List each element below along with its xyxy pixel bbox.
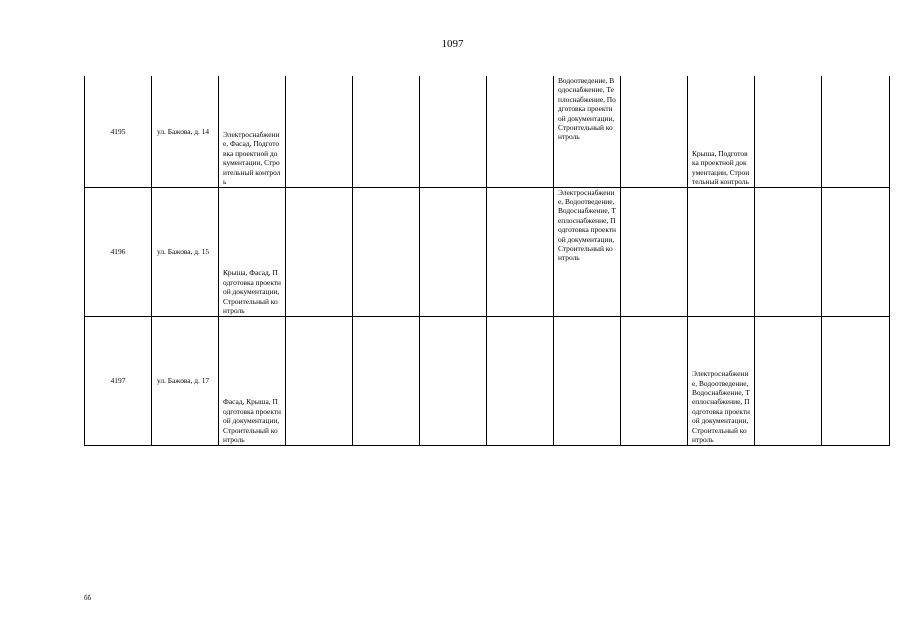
work-types-cell: Крыша, Подготовка проектной документации, Строительный контроль — [688, 76, 755, 187]
address-cell: ул. Бажова, д. 17 — [152, 316, 219, 445]
empty-cell — [822, 76, 890, 187]
empty-cell — [353, 316, 420, 445]
footer-mark: бб — [84, 594, 92, 602]
empty-cell — [755, 187, 822, 316]
address-cell: ул. Бажова, д. 15 — [152, 187, 219, 316]
empty-cell — [286, 187, 353, 316]
empty-cell — [621, 76, 688, 187]
row-number: 4197 — [85, 316, 152, 445]
empty-cell — [353, 187, 420, 316]
table-row — [85, 76, 890, 187]
row-number: 4196 — [85, 187, 152, 316]
empty-cell — [420, 76, 487, 187]
row-number: 4195 — [85, 76, 152, 187]
empty-cell — [420, 187, 487, 316]
work-types-cell: Электроснабжение, Водоотведение, Водоснабжение, Теплоснабжение, Подготовка проектной документации, Строительный контроль — [554, 187, 621, 316]
table-row — [85, 316, 890, 445]
empty-cell — [487, 76, 554, 187]
work-types-cell: Водоотведение, Водоснабжение, Теплоснабжение, Подготовка проектной документации, Строительный контроль — [554, 76, 621, 187]
table-row — [85, 187, 890, 316]
works-table — [84, 76, 890, 446]
empty-cell — [353, 76, 420, 187]
empty-cell — [621, 187, 688, 316]
empty-cell — [487, 316, 554, 445]
empty-cell — [286, 76, 353, 187]
work-types-cell: Крыша, Фасад, Подготовка проектной документации, Строительный контроль — [219, 187, 286, 316]
empty-cell — [822, 316, 890, 445]
empty-cell — [420, 316, 487, 445]
work-types-cell — [688, 187, 755, 316]
page-number: 1097 — [441, 38, 464, 50]
empty-cell — [755, 316, 822, 445]
work-types-cell: Электроснабжение, Фасад, Подготовка проектной документации, Строительный контроль — [219, 76, 286, 187]
empty-cell — [755, 76, 822, 187]
empty-cell — [487, 187, 554, 316]
empty-cell — [286, 316, 353, 445]
work-types-cell — [554, 316, 621, 445]
work-types-cell: Электроснабжение, Водоотведение, Водоснабжение, Теплоснабжение, Подготовка проектной документации, Строительный контроль — [688, 316, 755, 445]
empty-cell — [822, 187, 890, 316]
address-cell: ул. Бажова, д. 14 — [152, 76, 219, 187]
work-types-cell: Фасад, Крыша, Подготовка проектной документации, Строительный контроль — [219, 316, 286, 445]
empty-cell — [621, 316, 688, 445]
